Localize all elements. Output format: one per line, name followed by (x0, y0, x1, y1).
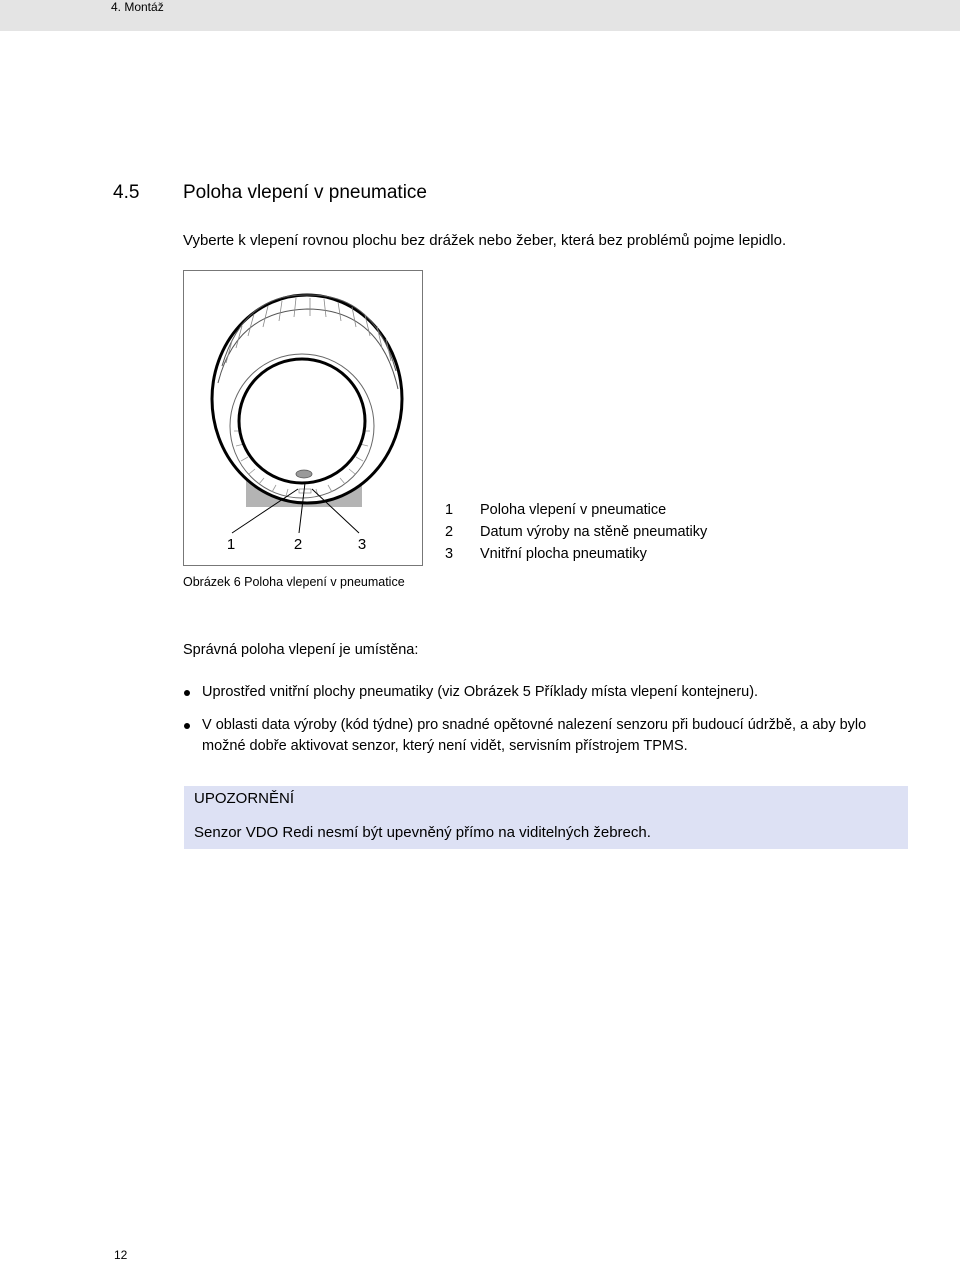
legend-text: Vnitřní plocha pneumatiky (480, 546, 647, 562)
page-number: 12 (114, 1248, 128, 1262)
notice-body: Senzor VDO Redi nesmí být upevněný přímo na viditelných žebrech. (194, 824, 651, 841)
bullet-text: V oblasti data výroby (kód týdne) pro snadné opětovné nalezení senzoru při budoucí údržbě, a aby bylo možné dobře aktivovat senzor, který není vidět, servisním přístrojem TPMS. (202, 717, 867, 754)
legend-number: 1 (445, 502, 454, 518)
legend-text: Datum výroby na stěně pneumatiky (480, 524, 708, 540)
page-header (0, 0, 960, 31)
callout-number-1: 1 (226, 536, 236, 553)
figure-legend (445, 499, 707, 565)
tire-figure (183, 270, 423, 566)
tire-illustration (184, 271, 424, 567)
legend-item (445, 521, 707, 543)
callout-number-2: 2 (293, 536, 303, 553)
lead-sentence: Správná poloha vlepení je umístěna: (183, 642, 419, 658)
callout-number-3: 3 (357, 536, 367, 553)
chapter-title: 4. Montáž (111, 0, 164, 14)
legend-item (445, 499, 707, 521)
legend-item (445, 543, 707, 565)
bullet-icon (184, 690, 190, 696)
date-code-label (299, 489, 311, 493)
intro-paragraph: Vyberte k vlepení rovnou plochu bez drážek nebo žeber, která bez problémů pojme lepidlo. (183, 232, 787, 249)
bullet-icon (184, 723, 190, 729)
tire-inner-opening (239, 359, 365, 483)
legend-number: 3 (445, 546, 454, 562)
legend-number: 2 (445, 524, 454, 540)
section-number: 4.5 (113, 182, 140, 203)
legend-text: Poloha vlepení v pneumatice (480, 502, 667, 518)
section-heading (113, 182, 427, 204)
bullet-item (183, 715, 883, 757)
bullet-list (183, 682, 883, 769)
bullet-item (183, 682, 883, 703)
section-title: Poloha vlepení v pneumatice (183, 182, 427, 203)
bullet-text: Uprostřed vnitřní plochy pneumatiky (viz Obrázek 5 Příklady místa vlepení kontejneru). (202, 684, 759, 700)
notice-box (184, 786, 908, 849)
sensor-position-marker (296, 470, 312, 478)
figure-caption: Obrázek 6 Poloha vlepení v pneumatice (183, 575, 405, 589)
notice-title: UPOZORNĚNÍ (194, 790, 295, 807)
